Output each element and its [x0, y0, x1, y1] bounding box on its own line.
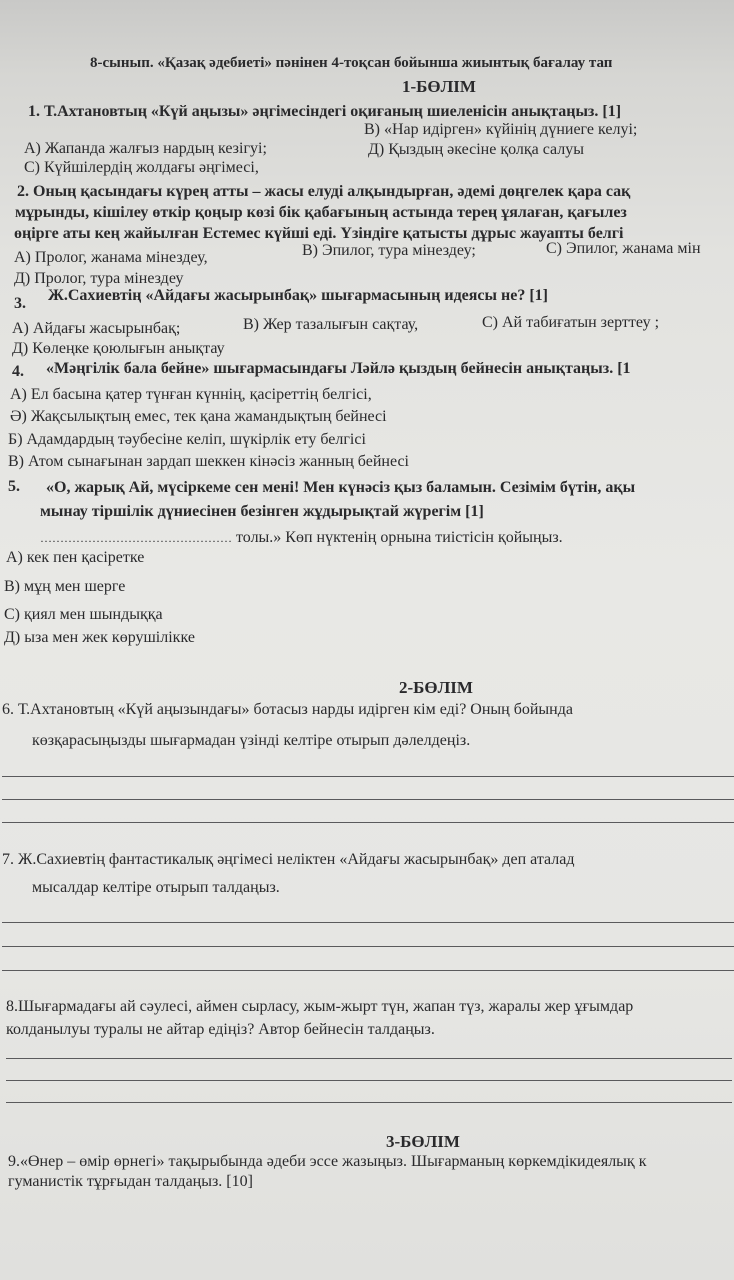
answer-line[interactable]: [6, 1058, 732, 1059]
question-3-text: Ж.Сахиевтің «Айдағы жасырынбақ» шығармасының идеясы не? [1]: [48, 287, 548, 304]
question-8-line-2: колданылуы туралы не айтар едіңіз? Автор бейнесін талдаңыз.: [6, 1021, 435, 1038]
question-2-line-3: өңірге аты кең жайылған Естемес күйші еді. Үзіндіге қатысты дұрыс жауапты белгі: [14, 225, 624, 242]
question-1-option-b-visible: В) «Нар идірген» күйінің дүниеге келуі;: [364, 121, 638, 138]
worksheet-title: 8-сынып. «Қазақ әдебиеті» пәнінен 4-тоқсан бойынша жиынтық бағалау тап: [90, 55, 613, 71]
question-5-number: 5.: [8, 478, 20, 495]
question-5-option-a: А) кек пен қасіретке: [6, 549, 145, 566]
question-9-line-2: гуманистік тұрғыдан талдаңыз. [10]: [8, 1173, 253, 1190]
question-7-line-1: 7. Ж.Сахиевтің фантастикалық әңгімесі неліктен «Айдағы жасырынбақ» деп аталад: [2, 851, 575, 868]
answer-line[interactable]: [2, 822, 734, 823]
question-2-line-1: 2. Оның қасындағы күрең атты – жасы елуді алқындырған, әдемі дөңгелек қара сақ: [17, 183, 631, 200]
question-4-option-bb: Б) Адамдардың тәубесіне келіп, шүкірлік ету белгісі: [8, 431, 366, 448]
question-3-number: 3.: [14, 295, 26, 312]
question-8-line-1: 8.Шығармадағы ай сәулесі, аймен сырласу, жым-жырт түн, жапан түз, жаралы жер ұғымдар: [6, 998, 634, 1015]
question-2-line-2: мұрынды, кішілеу өткір қоңыр көзі бік қабағының астында терең ұялаған, қағылез: [15, 204, 627, 221]
answer-line[interactable]: [2, 799, 734, 800]
answer-line[interactable]: [6, 1080, 732, 1081]
question-6-line-2: көзқарасыңызды шығармадан үзінді келтіре отырып дәлелдеңіз.: [32, 732, 471, 749]
question-6-line-1: 6. Т.Ахтановтың «Күй аңызындағы» ботасыз нарды идірген кім еді? Оның бойында: [2, 701, 573, 718]
question-2-option-a: А) Пролог, жанама мінездеу,: [14, 249, 208, 266]
question-4-text: «Мәңгілік бала бейне» шығармасындағы Ләйлә қыздың бейнесін анықтаңыз. [1: [46, 360, 631, 377]
question-4-option-a: А) Ел басына қатер түнған күннің, қасіреттің белгісі,: [10, 386, 372, 403]
answer-line[interactable]: [6, 1102, 732, 1103]
answer-line[interactable]: [2, 776, 734, 777]
question-2-option-b: В) Эпилог, тура мінездеу;: [302, 242, 476, 259]
question-4-number: 4.: [12, 363, 24, 380]
question-3-option-d: Д) Көлеңке қоюлығын анықтау: [12, 340, 225, 357]
question-2-option-c: С) Эпилог, жанама мін: [546, 240, 701, 257]
section-2-heading: 2-БӨЛІМ: [399, 678, 473, 697]
question-5-line-3-text: толы.» Көп нүктенің орнына тиістісін қойыңыз.: [232, 529, 563, 546]
question-3-option-b: В) Жер тазалығын сақтау,: [243, 316, 419, 333]
question-9-line-1: 9.«Өнер – өмір өрнегі» тақырыбында әдеби эссе жазыңыз. Шығарманың көркемдікидеялық к: [8, 1153, 647, 1170]
question-1-text: 1. Т.Ахтановтың «Күй аңызы» әңгімесіндегі оқиғаның шиеленісін анықтаңыз. [1]: [28, 103, 622, 120]
section-3-heading: 3-БӨЛІМ: [386, 1132, 460, 1151]
question-3-option-c: С) Ай табиғатын зерттеу ;: [482, 314, 660, 331]
question-1-option-c: С) Күйшілердің жолдағы әңгімесі,: [24, 159, 259, 176]
question-1-option-d: Д) Қыздың әкесіне қолқа салуы: [368, 141, 585, 158]
question-5-line-3: [40, 529, 563, 547]
question-4-option-v: В) Атом сынағынан зардап шеккен кінәсіз жанның бейнесі: [8, 453, 409, 470]
section-1-heading: 1-БӨЛІМ: [402, 77, 476, 96]
answer-line[interactable]: [2, 922, 734, 923]
answer-blank-dots: …………………………………………: [40, 531, 232, 545]
question-7-line-2: мысалдар келтіре отырып талдаңыз.: [32, 879, 280, 896]
answer-line[interactable]: [2, 946, 734, 947]
question-1-option-a: А) Жапанда жалғыз нардың кезігуі;: [24, 140, 267, 157]
question-3-option-a: А) Айдағы жасырынбақ;: [12, 320, 181, 337]
question-4-option-ae: Ә) Жақсылықтың емес, тек қана жамандықтың бейнесі: [10, 408, 387, 425]
question-5-line-1: «О, жарық Ай, мүсіркеме сен мені! Мен күнәсіз қыз баламын. Сезімім бүтін, ақы: [46, 479, 636, 496]
question-2-option-d: Д) Пролог, тура мінездеу: [14, 270, 184, 287]
question-5-option-c: С) қиял мен шындыққа: [4, 606, 163, 623]
question-5-option-b: В) мұң мен шерге: [4, 578, 126, 595]
question-5-line-2: мынау тіршілік дүниесінен безінген жұдырықтай жүрегім [1]: [40, 503, 484, 520]
answer-line[interactable]: [2, 970, 734, 971]
question-5-option-d: Д) ыза мен жек көрушілікке: [4, 629, 195, 646]
